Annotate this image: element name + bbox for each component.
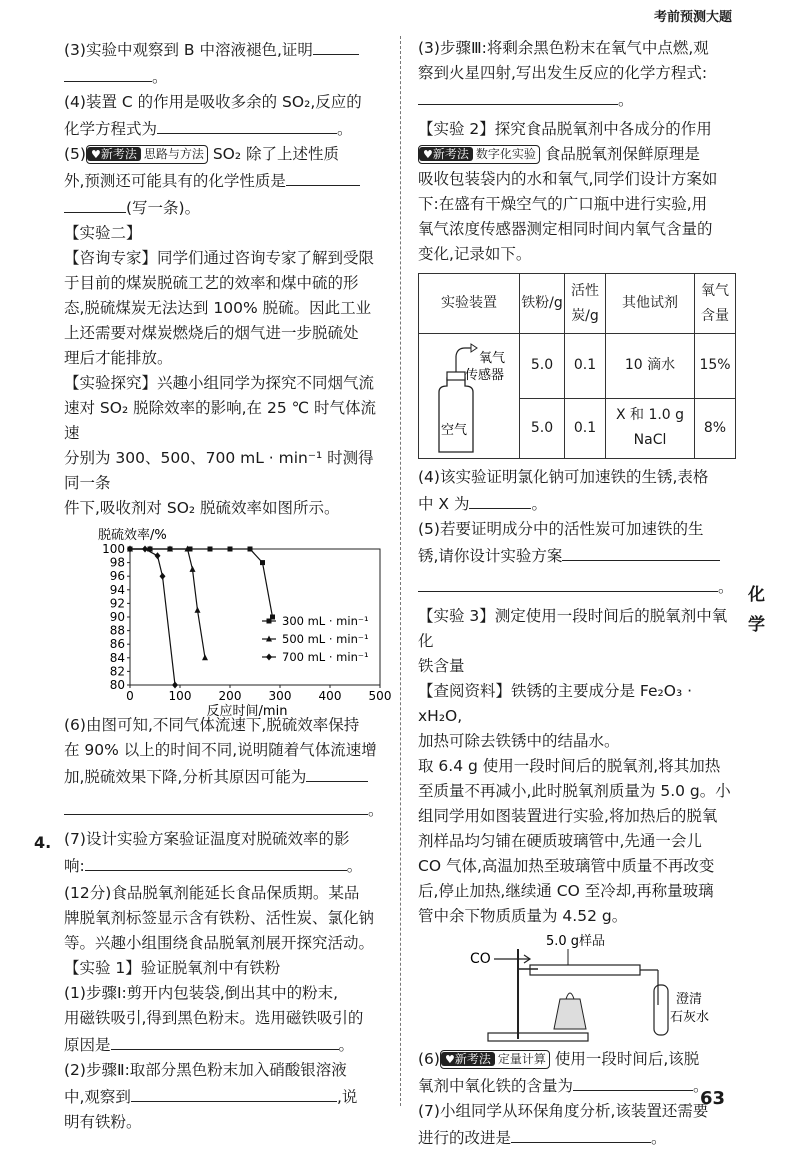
th-carbon-2: 炭/g bbox=[571, 307, 599, 324]
limewater-label-2: 石灰水 bbox=[670, 1010, 710, 1025]
explore-line: 件下,吸收剂对 SO₂ 脱硫效率如图所示。 bbox=[64, 499, 340, 517]
answer-blank[interactable] bbox=[418, 86, 618, 105]
legend-label-3: 700 mL · min⁻¹ bbox=[282, 650, 369, 664]
q5-line: 外,预测还可能具有的化学性质是 bbox=[64, 172, 286, 190]
consult-line: 于目前的煤炭脱硫工艺的效率和煤中硫的形 bbox=[64, 274, 359, 292]
step1-line: 原因是 bbox=[64, 1036, 111, 1054]
badge-prefix: 新考法 bbox=[432, 147, 469, 161]
step1-line: (1)步骤Ⅰ:剪开内包装袋,倒出其中的粉末, bbox=[64, 984, 339, 1002]
section-title: 【实验二】 bbox=[64, 224, 142, 242]
x-tick-label: 0 bbox=[126, 689, 134, 703]
digital-badge bbox=[418, 145, 540, 164]
step2-line: ,说 bbox=[336, 1088, 358, 1106]
series-2-point bbox=[195, 607, 201, 613]
q4-intro: 牌脱氧剂标签显示含有铁粉、活性炭、氯化钠 bbox=[64, 909, 375, 927]
q4-line: (4)装置 C 的作用是吸收多余的 SO₂,反应的 bbox=[64, 93, 362, 111]
answer-blank[interactable] bbox=[64, 194, 126, 213]
punct: 。 bbox=[152, 68, 168, 86]
punct: 。 bbox=[337, 120, 353, 138]
proc-line: 后,停止加热,继续通 CO 至冷却,再称量玻璃 bbox=[418, 882, 714, 900]
sensor-label-2: 传感器 bbox=[465, 368, 505, 383]
series-3-point bbox=[160, 573, 166, 580]
answer-blank[interactable] bbox=[469, 490, 531, 509]
step2-line: (2)步骤Ⅱ:取部分黑色粉末加入硝酸银溶液 bbox=[64, 1061, 347, 1079]
y-tick-label: 84 bbox=[109, 650, 125, 665]
cell-iron: 5.0 bbox=[520, 334, 565, 399]
chart-xlabel: 反应时间/min bbox=[206, 704, 288, 719]
answer-blank[interactable] bbox=[511, 1124, 651, 1143]
exp3-line: 【实验 3】测定使用一段时间后的脱氧剂中氧化 bbox=[418, 607, 728, 650]
y-tick-label: 88 bbox=[109, 623, 125, 638]
q6-line: 在 90% 以上的时间不同,说明随着气体流速增 bbox=[64, 741, 377, 759]
step3-line: 察到火星四射,写出发生反应的化学方程式: bbox=[418, 64, 708, 82]
co-apparatus-figure bbox=[418, 929, 736, 1047]
punct: 。 bbox=[338, 1036, 355, 1054]
subject-char-2: 学 bbox=[748, 615, 765, 635]
series-line-3 bbox=[130, 549, 175, 685]
punct: 。 bbox=[531, 495, 547, 513]
y-tick-label: 92 bbox=[109, 596, 125, 611]
answer-blank[interactable] bbox=[562, 542, 720, 561]
y-tick-label: 86 bbox=[109, 637, 125, 652]
legend-label-1: 300 mL · min⁻¹ bbox=[282, 614, 369, 628]
y-tick-label: 96 bbox=[109, 569, 125, 584]
q5-line: SO₂ 除了上述性质 bbox=[212, 145, 339, 163]
punct: 。 bbox=[651, 1129, 667, 1147]
answer-blank[interactable] bbox=[573, 1072, 693, 1091]
cell-other-2: NaCl bbox=[633, 432, 667, 449]
cell-oxygen: 15% bbox=[695, 334, 736, 399]
q4-line: 化学方程式为 bbox=[64, 120, 158, 138]
legend-label-2: 500 mL · min⁻¹ bbox=[282, 632, 369, 646]
q6-line: 加,脱硫效果下降,分析其原因可能为 bbox=[64, 768, 307, 786]
q5-line: (写一条)。 bbox=[126, 199, 201, 217]
lightbulb-icon: ♥ bbox=[90, 148, 101, 161]
series-1-point bbox=[208, 547, 213, 552]
th-oxygen-2: 含量 bbox=[701, 307, 729, 324]
section-title: 【实验 2】探究食品脱氧剂中各成分的作用 bbox=[418, 120, 712, 138]
exp2-line: 吸收包装袋内的水和氧气,同学们设计方案如 bbox=[418, 170, 718, 188]
cell-oxygen: 8% bbox=[695, 398, 736, 458]
x-tick-label: 200 bbox=[218, 689, 242, 703]
proc-line: 取 6.4 g 使用一段时间后的脱氧剂,将其加热 bbox=[418, 757, 721, 775]
punct: 。 bbox=[368, 801, 384, 819]
answer-blank[interactable] bbox=[157, 115, 337, 134]
step2-line: 中,观察到 bbox=[64, 1088, 131, 1106]
quant-badge bbox=[440, 1050, 550, 1069]
cell-iron: 5.0 bbox=[520, 398, 565, 458]
q4r-line: 中 X 为 bbox=[418, 495, 470, 513]
punct: 。 bbox=[718, 578, 734, 596]
x-tick-label: 300 bbox=[268, 689, 292, 703]
punct: 。 bbox=[618, 91, 634, 109]
consult-line: 【咨询专家】同学们通过咨询专家了解到受限 bbox=[64, 249, 375, 267]
answer-blank[interactable] bbox=[85, 852, 347, 871]
q5r-line: 锈,请你设计实验方案 bbox=[418, 547, 563, 565]
subject-char-1: 化 bbox=[748, 585, 765, 605]
series-3-point bbox=[172, 682, 178, 689]
question-number: 4. bbox=[34, 833, 52, 852]
punct: 。 bbox=[346, 857, 363, 875]
y-tick-label: 82 bbox=[109, 664, 125, 679]
section-title: 【实验 1】验证脱氧剂中有铁粉 bbox=[64, 959, 281, 977]
x-tick-label: 500 bbox=[368, 689, 392, 703]
series-1-point bbox=[260, 560, 265, 565]
q7-line: 响: bbox=[64, 857, 85, 875]
series-2-point bbox=[202, 654, 208, 660]
step1-line: 用磁铁吸引,得到黑色粉末。选用磁铁吸引的 bbox=[64, 1009, 364, 1027]
jar-sensor-figure bbox=[419, 334, 519, 458]
answer-blank[interactable] bbox=[306, 763, 368, 782]
cell-carbon: 0.1 bbox=[565, 398, 606, 458]
co-label: CO bbox=[470, 951, 491, 967]
step3-line: (3)步骤Ⅲ:将剩余黑色粉末在氧气中点燃,观 bbox=[418, 39, 709, 57]
consult-line: 上还需要对煤炭燃烧后的烟气进一步脱硫处 bbox=[64, 324, 359, 342]
q5-label: (5) bbox=[64, 145, 86, 163]
exp2-line: 食品脱氧剂保鲜原理是 bbox=[544, 145, 700, 163]
info-line: 加热可除去铁锈中的结晶水。 bbox=[418, 732, 620, 750]
answer-blank[interactable] bbox=[131, 1083, 337, 1102]
answer-blank[interactable] bbox=[286, 167, 360, 186]
answer-blank[interactable] bbox=[313, 36, 359, 55]
badge-text: 定量计算 bbox=[497, 1052, 546, 1066]
step2-line: 明有铁粉。 bbox=[64, 1113, 142, 1131]
badge-text: 数字化实验 bbox=[475, 147, 536, 161]
explore-line: 速对 SO₂ 脱除效率的影响,在 25 ℃ 时气体流速 bbox=[64, 399, 376, 442]
q4-intro: (12分)食品脱氧剂能延长食品保质期。某品 bbox=[64, 884, 360, 902]
explore-line: 【实验探究】兴趣小组同学为探究不同烟气流 bbox=[64, 374, 375, 392]
series-1-point bbox=[248, 547, 253, 552]
series-2-point bbox=[190, 566, 196, 572]
th-carbon bbox=[565, 274, 606, 334]
q6-line: (6)由图可知,不同气体流速下,脱硫效率保持 bbox=[64, 716, 360, 734]
th-oxygen bbox=[695, 274, 736, 334]
device-figure bbox=[419, 334, 520, 459]
chart-ylabel: 脱硫效率/% bbox=[98, 528, 167, 543]
q7r-line: 进行的改进是 bbox=[418, 1129, 512, 1147]
proc-line: CO 气体,高温加热至玻璃管中质量不再改变 bbox=[418, 857, 715, 875]
proc-line: 剂样品均匀铺在硬质玻璃管中,先通一会儿 bbox=[418, 832, 702, 850]
punct: 。 bbox=[693, 1077, 709, 1095]
series-3-point bbox=[155, 552, 161, 559]
legend-marker-1 bbox=[267, 619, 272, 624]
series-line-2 bbox=[130, 549, 205, 658]
info-line: 【查阅资料】铁锈的主要成分是 Fe₂O₃ · xH₂O, bbox=[418, 682, 693, 725]
page-header: 考前预测大题 bbox=[653, 10, 732, 25]
left-column bbox=[64, 36, 392, 1135]
x-tick-label: 100 bbox=[168, 689, 192, 703]
legend-marker-3 bbox=[266, 654, 272, 661]
th-iron: 铁粉/g bbox=[520, 274, 565, 334]
method-badge bbox=[86, 145, 208, 164]
x-tick-label: 400 bbox=[318, 689, 342, 703]
q6r-line: 使用一段时间后,该脱 bbox=[554, 1050, 700, 1068]
answer-blank[interactable] bbox=[64, 796, 368, 815]
proc-line: 组同学用如图装置进行实验,将加热后的脱氧 bbox=[418, 807, 718, 825]
sensor-label-1: 氧气 bbox=[479, 351, 506, 366]
experiment-table bbox=[418, 273, 736, 459]
cell-other-1: X 和 1.0 g bbox=[615, 407, 685, 424]
q7r-line: (7)小组同学从环保角度分析,该装置还需要 bbox=[418, 1102, 709, 1120]
consult-line: 态,脱硫煤炭无法达到 100% 脱硫。因此工业 bbox=[64, 299, 372, 317]
cell-carbon: 0.1 bbox=[565, 334, 606, 399]
th-carbon-1: 活性 bbox=[571, 282, 599, 299]
cell-other: 10 滴水 bbox=[606, 334, 695, 399]
y-tick-label: 100 bbox=[102, 542, 125, 556]
q5r-line: (5)若要证明成分中的活性炭可加速铁的生 bbox=[418, 520, 704, 538]
page-number: 63 bbox=[700, 1088, 726, 1109]
q3-line: (3)实验中观察到 B 中溶液褪色,证明 bbox=[64, 41, 313, 59]
q7-line: (7)设计实验方案验证温度对脱硫效率的影 bbox=[64, 830, 350, 848]
lightbulb-icon: ♥ bbox=[423, 148, 433, 161]
exp3-line: 铁含量 bbox=[418, 657, 465, 675]
q6r-line: 氧剂中氧化铁的含量为 bbox=[418, 1077, 574, 1095]
series-line-1 bbox=[130, 549, 273, 617]
badge-prefix: 新考法 bbox=[454, 1052, 491, 1066]
th-other: 其他试剂 bbox=[606, 274, 695, 334]
limewater-label-1: 澄清 bbox=[676, 992, 703, 1007]
y-tick-label: 98 bbox=[109, 555, 125, 570]
proc-line: 管中余下物质质量为 4.52 g。 bbox=[418, 907, 628, 925]
y-tick-label: 94 bbox=[109, 582, 125, 597]
air-label: 空气 bbox=[441, 423, 468, 438]
th-oxygen-1: 氧气 bbox=[701, 282, 729, 299]
consult-line: 理后才能排放。 bbox=[64, 349, 173, 367]
y-tick-label: 80 bbox=[109, 678, 125, 692]
th-device: 实验装置 bbox=[419, 274, 520, 334]
sample-label: 5.0 g样品 bbox=[546, 934, 606, 949]
exp2-line: 下:在盛有干燥空气的广口瓶中进行实验,用 bbox=[418, 195, 708, 213]
badge-text: 思路与方法 bbox=[143, 147, 204, 161]
y-tick-label: 90 bbox=[109, 610, 125, 624]
lightbulb-icon: ♥ bbox=[444, 1053, 455, 1066]
badge-prefix: 新考法 bbox=[100, 147, 137, 161]
answer-blank[interactable] bbox=[64, 63, 152, 82]
q6r-label: (6) bbox=[418, 1050, 440, 1068]
q4r-line: (4)该实验证明氯化钠可加速铁的生锈,表格 bbox=[418, 468, 709, 486]
series-1-point bbox=[228, 547, 233, 552]
right-column bbox=[418, 36, 736, 1151]
answer-blank[interactable] bbox=[418, 573, 718, 592]
q4-intro: 等。兴趣小组围绕食品脱氧剂展开探究活动。 bbox=[64, 934, 375, 952]
exp2-line: 变化,记录如下。 bbox=[418, 245, 532, 263]
column-divider bbox=[400, 36, 401, 1106]
cell-other bbox=[606, 398, 695, 458]
desulfurization-chart bbox=[64, 525, 392, 719]
explore-line: 分别为 300、500、700 mL · min⁻¹ 时测得同一条 bbox=[64, 449, 374, 492]
proc-line: 至质量不再减小,此时脱氧剂质量为 5.0 g。小 bbox=[418, 782, 731, 800]
exp2-line: 氧气浓度传感器测定相同时间内氧气含量的 bbox=[418, 220, 713, 238]
answer-blank[interactable] bbox=[111, 1031, 339, 1050]
